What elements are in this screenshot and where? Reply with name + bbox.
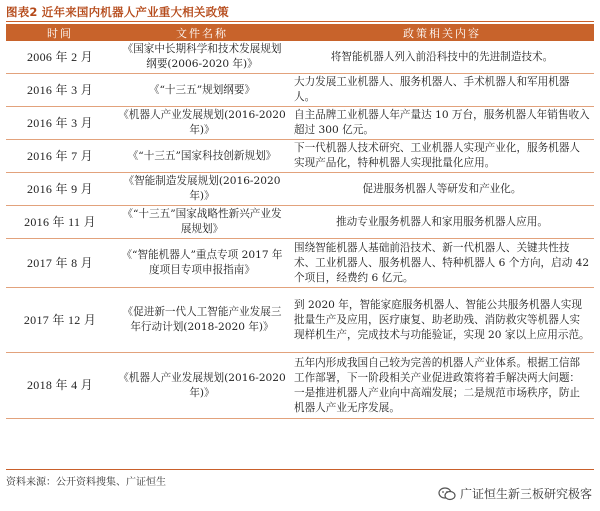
table-row (6, 140, 594, 173)
document-cell: 《“智能机器人”重点专项 2017 年度项目专项申报指南》 (114, 239, 290, 288)
date-cell: 2018 年 4 月 (6, 353, 114, 419)
content-cell: 自主品牌工业机器人年产量达 10 万台，服务机器人年销售收入超过 300 亿元。 (290, 107, 594, 140)
date-cell: 2016 年 11 月 (6, 206, 114, 239)
table-row (6, 74, 594, 107)
content-cell: 促进服务机器人等研发和产业化。 (290, 173, 594, 206)
header-document: 文件名称 (114, 24, 290, 41)
source-note: 资料来源：公开资料搜集、广证恒生 (6, 477, 166, 488)
date-cell: 2006 年 2 月 (6, 41, 114, 74)
table-row (6, 288, 594, 353)
date-cell: 2016 年 9 月 (6, 173, 114, 206)
content-cell: 五年内形成我国自己较为完善的机器人产业体系。根据工信部工作部署，下一阶段相关产业促进政策将着手解决两大问题：一是推进机器人产业向中高端发展；二是规范市场秩序，防止机器人产业无序发展。 (290, 353, 594, 419)
document-cell: 《智能制造发展规划(2016-2020 年)》 (114, 173, 290, 206)
title-divider (6, 21, 594, 22)
watermark (438, 485, 592, 502)
document-cell: 《国家中长期科学和技术发展规划纲要(2006-2020 年)》 (114, 41, 290, 74)
content-cell: 围绕智能机器人基础前沿技术、新一代机器人、关键共性技术、工业机器人、服务机器人、特种机器人 6 个方向，启动 42 个项目，经费约 6 亿元。 (290, 239, 594, 288)
content-cell: 推动专业服务机器人和家用服务机器人应用。 (290, 206, 594, 239)
figure-title: 图表2 近年来国内机器人产业重大相关政策 (6, 5, 230, 19)
table-row (6, 41, 594, 74)
content-cell: 下一代机器人技术研究、工业机器人实现产业化，服务机器人实现产品化，特种机器人实现批量化应用。 (290, 140, 594, 173)
policy-table (6, 24, 594, 419)
document-cell: 《“十三五”国家科技创新规划》 (114, 140, 290, 173)
table-row (6, 206, 594, 239)
date-cell: 2016 年 3 月 (6, 74, 114, 107)
footer-divider (6, 469, 594, 470)
document-cell: 《“十三五”规划纲要》 (114, 74, 290, 107)
content-cell: 将智能机器人列入前沿科技中的先进制造技术。 (290, 41, 594, 74)
content-cell: 大力发展工业机器人、服务机器人、手术机器人和军用机器人。 (290, 74, 594, 107)
document-cell: 《“十三五”国家战略性新兴产业发展规划》 (114, 206, 290, 239)
header-date: 时间 (6, 24, 114, 41)
table-header-row (6, 24, 594, 41)
watermark-text: 广证恒生新三板研究极客 (459, 487, 592, 501)
date-cell: 2016 年 7 月 (6, 140, 114, 173)
document-cell: 《机器人产业发展规划(2016-2020 年)》 (114, 353, 290, 419)
document-cell: 《促进新一代人工智能产业发展三年行动计划(2018-2020 年)》 (114, 288, 290, 353)
table-row (6, 353, 594, 419)
date-cell: 2017 年 12 月 (6, 288, 114, 353)
content-cell: 到 2020 年，智能家庭服务机器人、智能公共服务机器人实现批量生产及应用，医疗康复、助老助残、消防救灾等机器人实现样机生产，完成技术与功能验证，实现 20 家以上应用示范。 (290, 288, 594, 353)
header-content: 政策相关内容 (290, 24, 594, 41)
date-cell: 2017 年 8 月 (6, 239, 114, 288)
table-row (6, 173, 594, 206)
date-cell: 2016 年 3 月 (6, 107, 114, 140)
document-cell: 《机器人产业发展规划(2016-2020 年)》 (114, 107, 290, 140)
table-row (6, 239, 594, 288)
table-row (6, 107, 594, 140)
wechat-icon (438, 487, 456, 501)
